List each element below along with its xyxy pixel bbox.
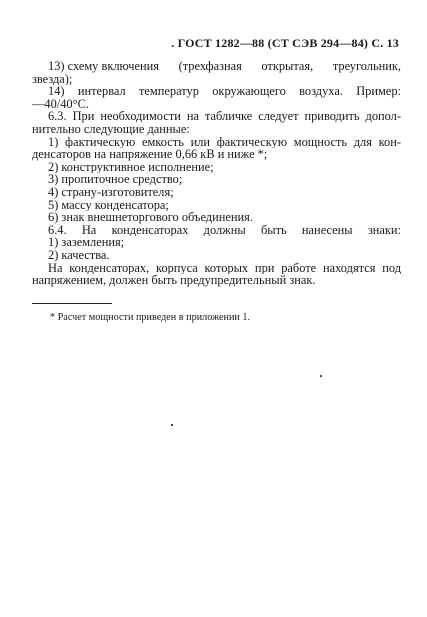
- scan-speck: [320, 375, 322, 377]
- item-13-line-2: звезда);: [32, 72, 73, 86]
- section-6-3-item-3: 3) пропиточное средство;: [48, 173, 183, 186]
- section-6-3-item-1-line-2: денсаторов на напряжение 0,66 кВ и ниже *;: [32, 148, 268, 161]
- footnote-divider: [32, 303, 112, 304]
- section-6-3-intro-line-2: нительно следующие данные:: [32, 122, 190, 136]
- scan-speck: [171, 424, 173, 426]
- item-14-line-1: [32, 85, 401, 98]
- section-6-3-item-4: 4) страну-изготовителя;: [48, 185, 174, 199]
- running-header: . ГОСТ 1282—88 (СТ СЭВ 294—84) С. 13: [171, 36, 399, 50]
- item-14-part-a: 14): [48, 85, 65, 98]
- section-6-4-item-1: 1) заземления;: [48, 236, 125, 249]
- section-6-3-item-5: 5) массу конденсатора;: [48, 198, 169, 212]
- section-6-4-note-line-2: напряжением, должен быть предупредительный знак.: [32, 274, 316, 287]
- item-13-part-c: открытая,: [261, 60, 314, 73]
- item-14-part-e: воздуха.: [299, 85, 343, 98]
- section-6-4-note-line-1: На конденсаторах, корпуса которых при работе находятся под: [48, 261, 401, 275]
- section-6-3-item-6: 6) знак внешнеторгового объединения.: [48, 211, 253, 224]
- item-14-part-b: интервал: [77, 85, 126, 98]
- item-13-part-a: 13) схему включения: [48, 60, 160, 73]
- footnote: * Расчет мощности приведен в приложении 1.: [50, 312, 251, 323]
- item-14-part-c: температур: [139, 85, 199, 98]
- section-6-3-item-2: 2) конструктивное исполнение;: [48, 160, 214, 174]
- item-14-part-f: Пример:: [356, 85, 401, 98]
- item-13-line-1: [32, 60, 401, 73]
- item-13-part-d: треугольник,: [332, 60, 401, 73]
- section-6-4-item-2: 2) качества.: [48, 248, 110, 262]
- section-6-3-intro-line-1: 6.3. При необходимости на табличке следует приводить допол-: [48, 110, 401, 123]
- item-14-part-d: окружающего: [212, 85, 286, 98]
- section-6-4-intro: 6.4. На конденсаторах должны быть нанесены знаки:: [48, 223, 401, 237]
- section-6-3-item-1-line-1: 1) фактическую емкость или фактическую мощность для кон-: [48, 135, 401, 149]
- body-text: [32, 60, 401, 287]
- item-14-line-2: —40/40°С.: [32, 97, 89, 111]
- item-13-part-b: (трехфазная: [178, 60, 242, 73]
